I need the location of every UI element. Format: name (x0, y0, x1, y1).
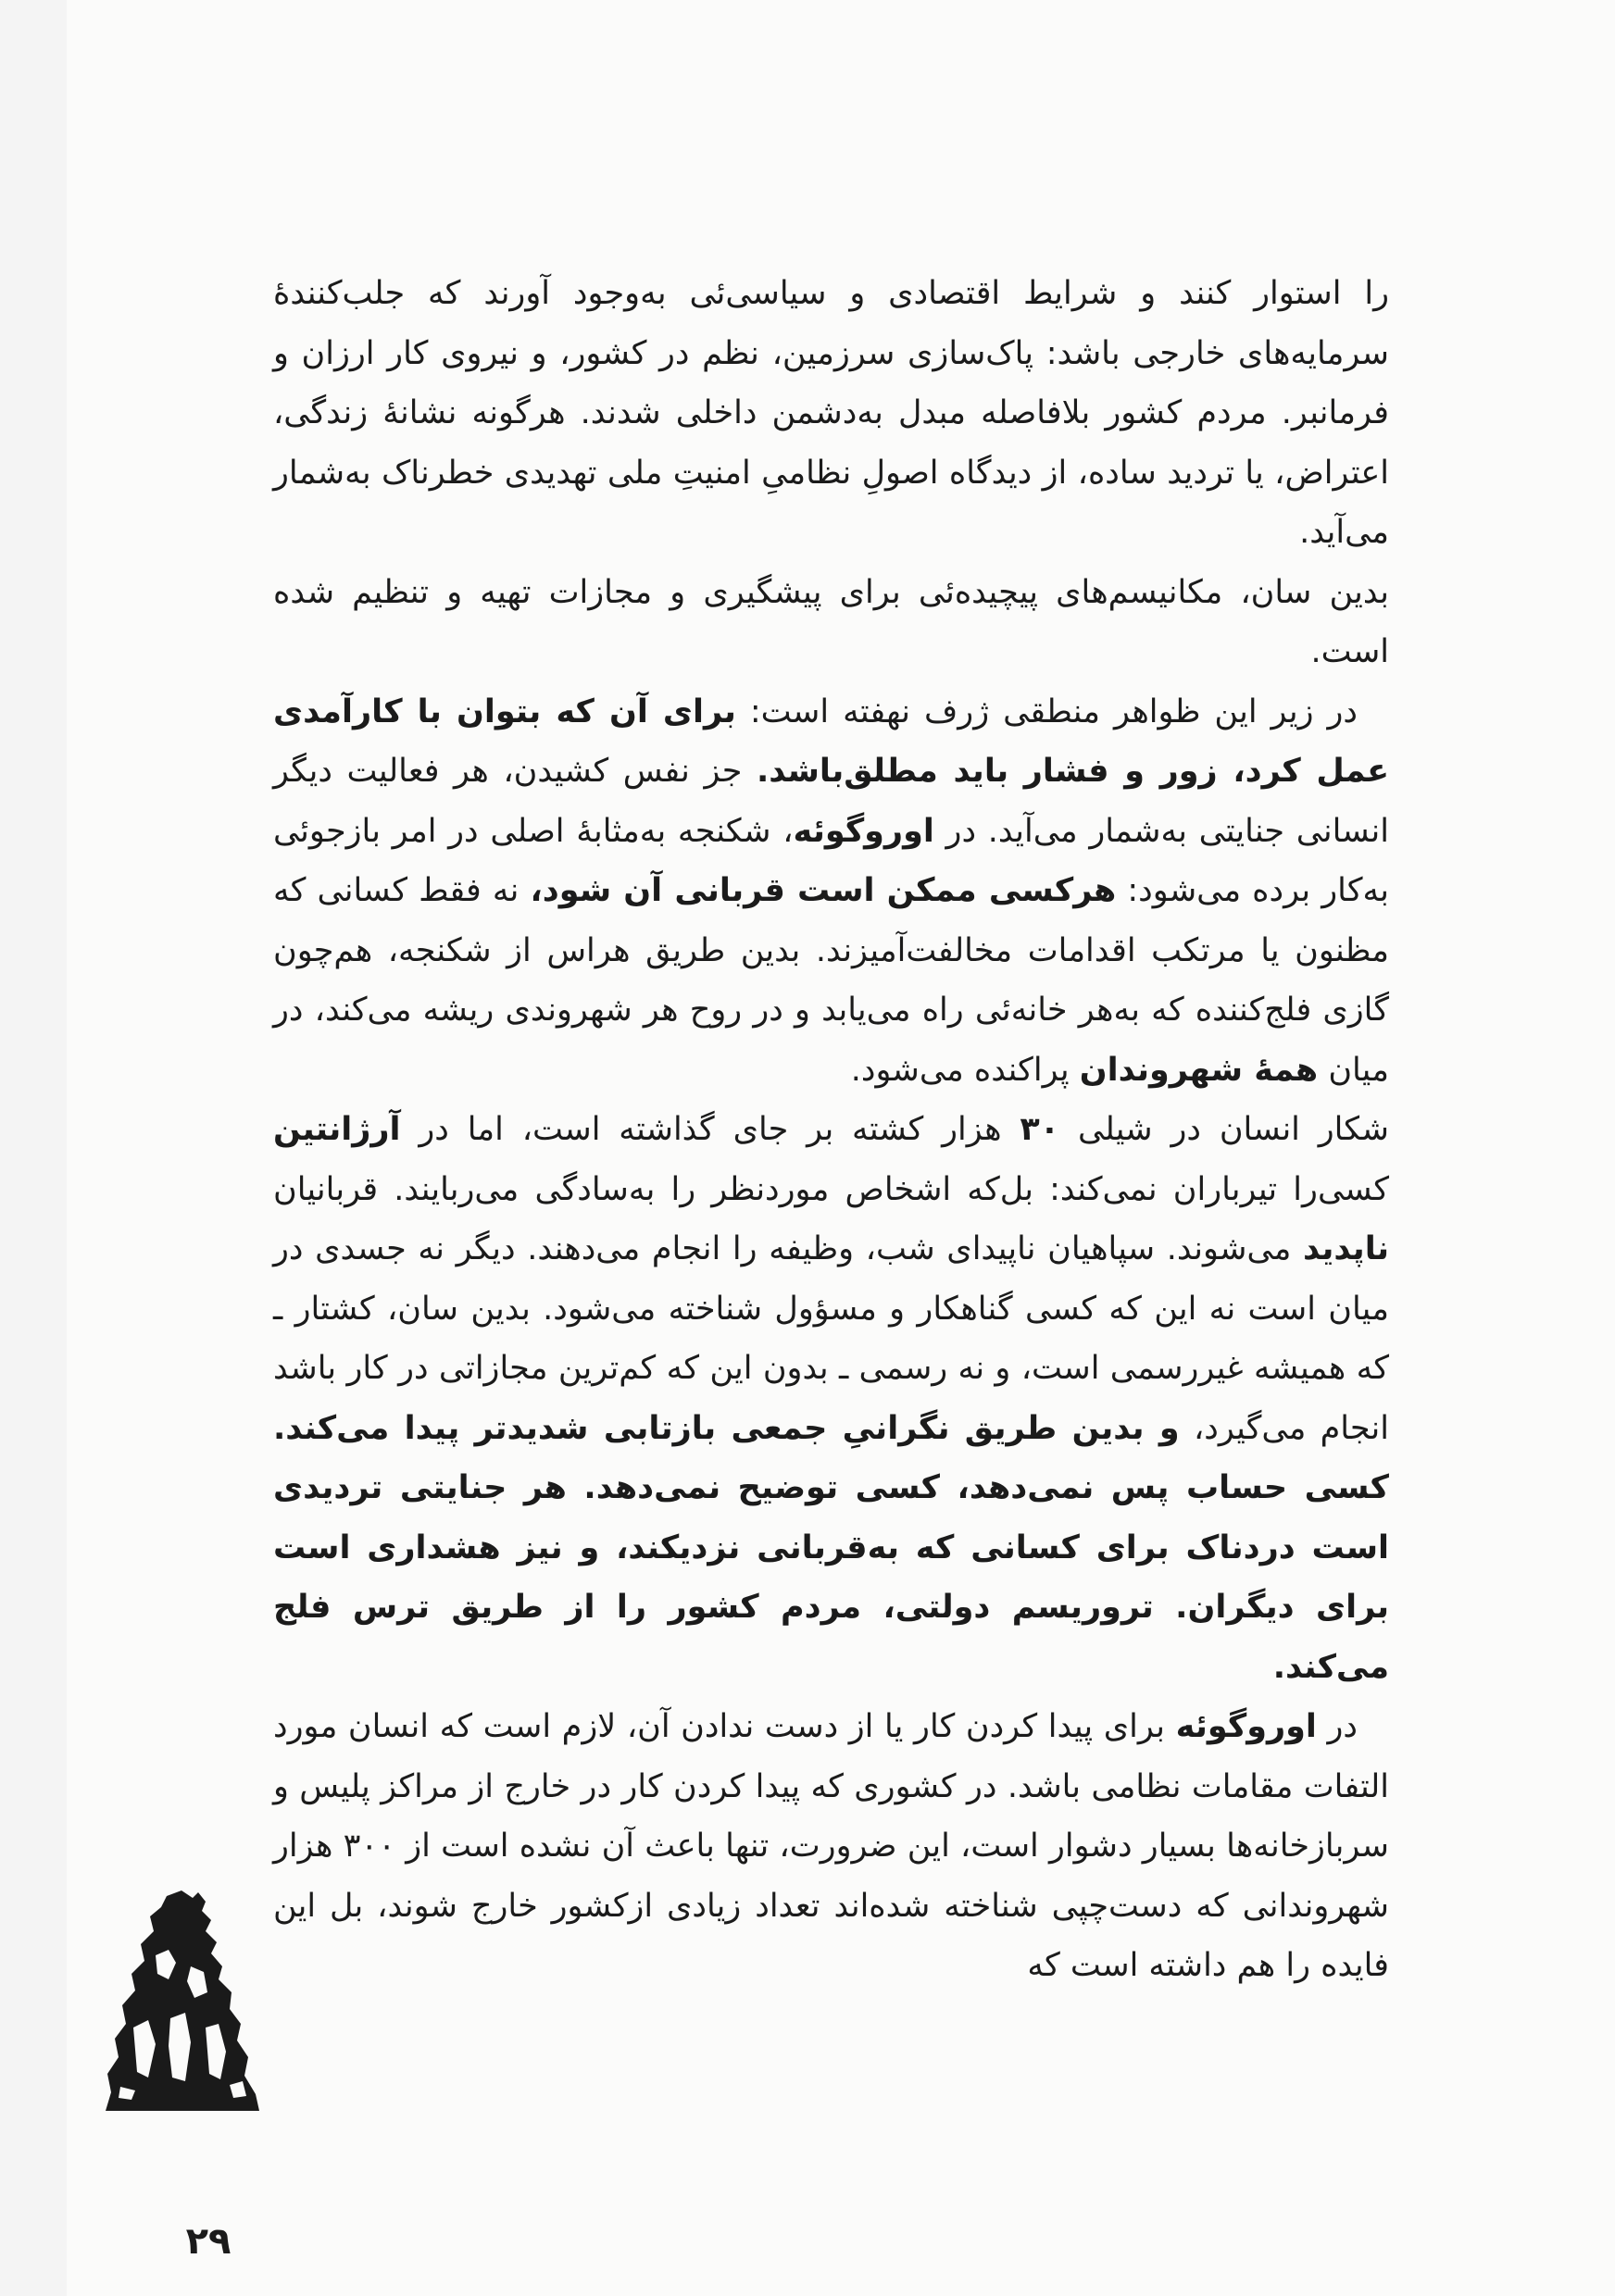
paragraph (273, 1697, 1389, 1996)
text-run: می‌شوند. سپاهیان ناپیدای شب، وظیفه را انجام می‌دهند. دیگر نه جسدی در میان است نه این که کسی گناهکار و مسؤول شناخته می‌شود. بدین سان، کشتار ـ که همیشه غیررسمی است، و نه رسمی ـ بدون این که کم‌ترین مجازاتی در کار باشد انجام می‌گیرد، (273, 1230, 1389, 1447)
bold-text-run: همهٔ شهروندان (1079, 1051, 1319, 1089)
text-run: نه فقط کسانی که مظنون یا مرتکب اقدامات مخالفت‌آمیزند. بدین طریق هراس از شکنجه، هم‌چون گازی فلج‌کننده که به‌هر خانه‌ئی راه می‌یابد و در روح هر شهروندی ریشه می‌کند، در میان (273, 872, 1389, 1089)
bold-text-run: و بدین طریق نگرانیِ جمعی بازتابی شدیدتر پیدا می‌کند. کسی حساب پس نمی‌دهد، کسی توضیح نمی‌دهد. هر جنایتی تردیدی است دردناک برای کسانی که به‌قربانی نزدیکند، و نیز هشداری است برای دیگران. تروریسم دولتی، مردم کشور را از طریق ترس فلج می‌کند. (273, 1409, 1389, 1686)
text-run: جز نفس کشیدن، هر فعالیت دیگر انسانی جنایتی به‌شمار می‌آید. در (273, 753, 1389, 850)
body-text (273, 264, 1389, 1996)
paragraph (273, 1100, 1389, 1697)
page-number: ۲۹ (185, 2220, 232, 2263)
text-run: در زیر این ظواهر منطقی ژرف نهفته است: (735, 693, 1358, 730)
paragraph (273, 682, 1389, 1101)
paragraph (273, 264, 1389, 563)
text-run: بدین سان، مکانیسم‌های پیچیده‌ئی برای پیشگیری و مجازات تهیه و تنظیم شده است. (273, 573, 1389, 670)
bold-text-run: اوروگوئه (1175, 1708, 1317, 1745)
bold-text-run: اوروگوئه (793, 812, 934, 850)
woodcut-figure-emblem (102, 1889, 264, 2111)
paragraph (273, 563, 1389, 682)
text-run: هزار کشته بر جای گذاشته است، اما در (400, 1111, 1020, 1148)
text-run: ، شکنجه به‌مثابهٔ اصلی در امر بازجوئی به‌کار برده می‌شود: (273, 812, 1389, 909)
text-run: پراکنده می‌شود. (850, 1051, 1080, 1089)
text-run: در (1316, 1708, 1358, 1745)
text-run: برای پیدا کردن کار یا از دست ندادن آن، لازم است که انسان مورد التفات مقامات نظامی باشد. در کشوری که پیدا کردن کار در خارج از مراکز پلیس و سربازخانه‌ها بسیار دشوار است، این ضرورت، تنها باعث آن نشده است از ۳۰۰ هزار شهروندانی که دست‌چپی شناخته شده‌اند تعداد زیادی ازکشور خارج شوند، بل این فایده را هم داشته است که (273, 1708, 1389, 1984)
text-run: شکار انسان در شیلی (1059, 1111, 1389, 1148)
bold-text-run: ۳۰ (1020, 1111, 1060, 1148)
text-run: را استوار کنند و شرایط اقتصادی و سیاسی‌ئی به‌وجود آورند که جلب‌کنندهٔ سرمایه‌های خارجی باشد: پاک‌سازی سرزمین، نظم در کشور، و نیروی کار ارزان و فرمانبر. مردم کشور بلافاصله مبدل به‌دشمن داخلی شدند. هرگونه نشانهٔ زندگی، اعتراض، یا تردید ساده، از دیدگاه اصولِ نظامیِ امنیتِ ملی تهدیدی خطرناک به‌شمار می‌آید. (273, 275, 1389, 551)
bold-text-run: هرکسی ممکن است قربانی آن شود، (530, 872, 1117, 909)
bold-text-run: برای آن که بتوان با کارآمدی عمل کرد، زور و فشار باید مطلق‌باشد. (273, 693, 1389, 790)
bold-text-run: ناپدید (1302, 1230, 1389, 1267)
scan-margin (0, 0, 67, 2296)
text-run: کسی‌را تیرباران نمی‌کند: بل‌که اشخاص موردنظر را به‌سادگی می‌ربایند. قربانیان (273, 1170, 1389, 1208)
bold-text-run: آرژانتین (273, 1111, 401, 1148)
